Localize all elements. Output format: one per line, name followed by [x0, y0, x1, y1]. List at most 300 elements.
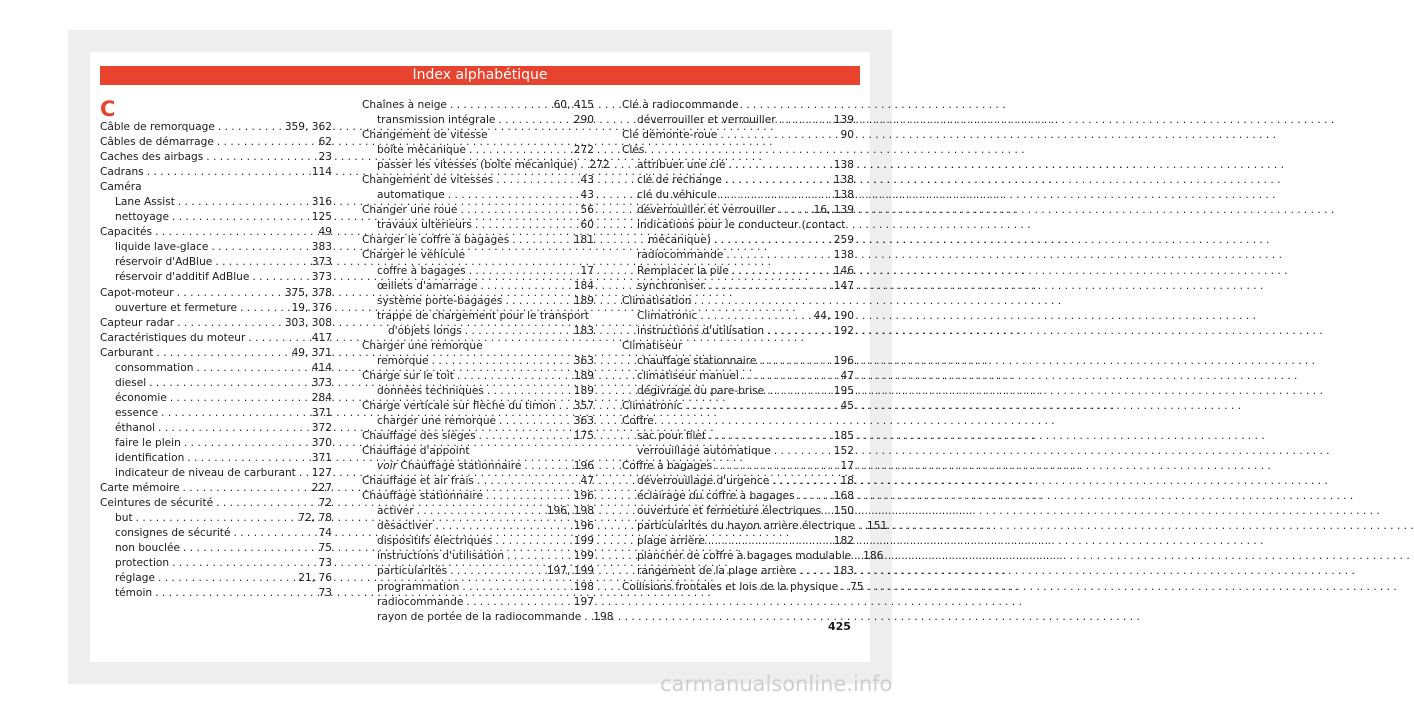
entry-page: 60, 415	[553, 99, 594, 111]
entry-term: clé du véhicule	[637, 189, 717, 202]
entry-term: radiocommande	[637, 249, 724, 262]
entry-page: 138	[833, 159, 854, 172]
dot-leader	[187, 451, 308, 466]
entry-page: 259	[833, 234, 854, 247]
entry-page: 43	[580, 189, 594, 202]
index-entry	[622, 294, 854, 309]
dot-leader	[177, 316, 282, 331]
dot-leader	[584, 610, 590, 625]
index-entry	[622, 459, 854, 474]
entry-page: 272	[589, 159, 610, 172]
dot-leader	[158, 571, 295, 586]
page-header: Index alphabétique	[100, 66, 860, 85]
index-entry	[100, 556, 332, 571]
dot-leader	[708, 279, 831, 294]
entry-page: 56	[580, 204, 594, 217]
dot-leader	[824, 504, 831, 519]
entry-term: climatiseur manuel	[637, 369, 739, 382]
entry-term: sac pour filet	[637, 430, 707, 443]
entry-page: 198	[593, 610, 614, 623]
dot-leader	[799, 564, 831, 579]
entry-page: 192	[833, 324, 854, 337]
index-entry	[100, 331, 332, 346]
index-entry	[362, 203, 594, 218]
index-entry	[362, 173, 594, 188]
index-entry	[100, 406, 332, 421]
entry-term: Carburant	[100, 346, 154, 359]
index-entry	[622, 534, 854, 549]
index-entry	[362, 264, 594, 279]
index-entry	[622, 128, 854, 143]
dot-leader	[172, 210, 309, 225]
entry-page: 186	[863, 550, 884, 563]
entry-term: chauffage stationnaire	[637, 354, 757, 367]
index-entry	[362, 489, 594, 504]
dot-leader	[218, 120, 282, 135]
index-entry	[100, 541, 332, 556]
index-entry	[100, 586, 332, 601]
entry-term: verrouillage automatique	[637, 445, 771, 458]
entry-page: 45	[840, 399, 854, 412]
index-entry	[362, 233, 594, 248]
index-entry	[362, 188, 594, 203]
dot-leader	[149, 376, 309, 391]
entry-term: charger une remorque	[377, 414, 497, 427]
dot-leader	[715, 459, 837, 474]
index-entry	[622, 399, 854, 414]
index-entry	[622, 339, 854, 354]
index-entry	[100, 376, 332, 391]
index-entry	[362, 369, 594, 384]
entry-page: 183	[833, 565, 854, 578]
entry-term: Caractéristiques du moteur	[100, 331, 246, 344]
index-entry	[362, 444, 594, 459]
entry-page: 16, 139	[813, 204, 854, 217]
dot-leader	[161, 406, 309, 421]
index-entry	[100, 255, 332, 270]
index-entry	[362, 459, 594, 474]
dot-leader	[432, 354, 571, 369]
entry-term: Câble de remorquage	[100, 121, 215, 133]
entry-term: rayon de portée de la radiocommande	[377, 610, 582, 623]
entry-term: remorque	[377, 354, 429, 367]
index-entry	[622, 369, 854, 384]
dot-leader	[498, 113, 570, 128]
index-entry	[622, 113, 854, 128]
dot-leader	[477, 474, 578, 489]
dot-leader	[183, 541, 316, 556]
entry-term: dispositifs électriques	[377, 535, 493, 548]
entry-page: 17	[580, 264, 594, 277]
dot-leader	[725, 173, 831, 188]
entry-term: indicateur de niveau de carburant	[115, 467, 296, 480]
entry-page: 151	[867, 520, 888, 533]
index-entry	[100, 316, 332, 331]
dot-leader	[462, 580, 570, 595]
watermark: carmanualsonline.info	[660, 672, 893, 696]
index-entry	[362, 534, 594, 549]
entry-page: 43	[580, 174, 594, 187]
entry-page: 72	[318, 497, 332, 510]
dot-leader	[457, 369, 571, 384]
index-entry	[100, 346, 332, 361]
entry-term: Coffre	[622, 414, 654, 427]
dot-leader	[700, 309, 810, 324]
entry-page: 363	[573, 414, 594, 427]
index-entry	[622, 444, 854, 459]
entry-term: activer	[377, 505, 414, 518]
entry-term: Capteur radar	[100, 316, 175, 329]
index-entry	[362, 399, 594, 414]
dot-leader	[172, 556, 315, 571]
entry-term: nettoyage	[115, 211, 170, 224]
entry-term: faire le plein	[115, 436, 181, 449]
index-entry	[100, 421, 332, 436]
entry-term: travaux ultérieurs	[377, 219, 472, 232]
dot-leader	[460, 203, 577, 218]
entry-term: Climatronic	[637, 309, 698, 322]
entry-page: 199	[573, 550, 594, 563]
entry-page: 189	[573, 294, 594, 307]
index-entry	[100, 361, 332, 376]
entry-page: 139	[833, 114, 854, 127]
entry-page: 47	[580, 475, 594, 488]
dot-leader	[206, 150, 315, 165]
index-entry	[362, 218, 594, 233]
dot-leader	[417, 504, 544, 519]
index-entry	[622, 309, 854, 324]
entry-term: rangement de la plage arrière	[637, 565, 797, 578]
index-entry	[362, 429, 594, 444]
entry-page: 19, 376	[291, 301, 332, 314]
entry-page: 168	[833, 490, 854, 503]
entry-page: 138	[833, 174, 854, 187]
entry-page: 303, 308	[284, 316, 332, 329]
dot-leader	[450, 98, 551, 113]
dot-leader	[215, 255, 308, 270]
entry-page: 23	[318, 151, 332, 164]
entry-page: 150	[833, 505, 854, 518]
entry-page: 284	[311, 391, 332, 404]
entry-term: mécanique)	[648, 234, 711, 247]
index-entry	[100, 120, 332, 135]
index-entry	[362, 279, 594, 294]
index-entry	[362, 610, 614, 625]
entry-term: Caches des airbags	[100, 151, 204, 164]
index-entry	[100, 135, 332, 150]
dot-leader	[299, 466, 309, 481]
entry-term: ouverture et fermeture	[115, 301, 238, 314]
entry-page: 371	[311, 452, 332, 465]
entry-term: Clé démonte-roue	[622, 129, 718, 142]
entry-term: Chauffage stationnaire	[362, 490, 483, 503]
index-entry	[622, 384, 854, 399]
entry-page: 147	[833, 279, 854, 292]
entry-page: 138	[833, 189, 854, 202]
index-entry	[622, 143, 854, 158]
entry-term: Remplacer la pile	[637, 264, 729, 277]
entry-page: 189	[573, 384, 594, 397]
dot-leader	[450, 564, 544, 579]
entry-term: attribuer une clé	[637, 159, 726, 172]
dot-leader	[726, 248, 830, 263]
entry-term: dégivrage du pare-brise	[637, 384, 765, 397]
dot-leader	[709, 429, 831, 444]
dot-leader	[728, 158, 830, 173]
entry-page: 114	[311, 166, 332, 179]
entry-term	[377, 459, 521, 474]
index-entry	[362, 474, 594, 489]
entry-page: 373	[311, 271, 332, 284]
index-entry	[100, 481, 332, 496]
entry-term: Chauffage et air frais	[362, 475, 474, 488]
entry-page: 370	[311, 436, 332, 449]
dot-leader	[720, 188, 831, 203]
entry-term: essence	[115, 406, 159, 419]
entry-page: 138	[833, 249, 854, 262]
index-entry	[622, 233, 854, 248]
dot-leader	[505, 294, 570, 309]
entry-page: 127	[311, 467, 332, 480]
index-entry	[362, 158, 610, 173]
entry-term: coffre à bagages	[377, 264, 466, 277]
index-entry	[362, 294, 594, 309]
entry-term: instructions d'utilisation	[637, 324, 765, 337]
entry-page: 373	[311, 376, 332, 389]
dot-leader	[512, 233, 571, 248]
entry-page: 383	[311, 241, 332, 254]
section-letter: C	[100, 97, 116, 121]
index-entry	[362, 504, 594, 519]
see-also-prefix: voir	[377, 460, 401, 473]
index-entry	[362, 354, 594, 369]
index-entry	[362, 339, 594, 354]
entry-page: 189	[573, 369, 594, 382]
entry-term: œillets d'amarrage	[377, 279, 478, 292]
entry-page: 18	[840, 475, 854, 488]
entry-page: 49, 371	[291, 346, 332, 359]
index-entry	[362, 248, 594, 263]
entry-term: instructions d'utilisation	[377, 550, 505, 563]
entry-page: 373	[311, 256, 332, 269]
index-entry	[362, 580, 594, 595]
dot-leader	[248, 331, 308, 346]
entry-term: Chaînes à neige	[362, 99, 447, 111]
dot-leader	[252, 270, 308, 285]
index-entry	[622, 489, 854, 504]
entry-term: réglage	[115, 572, 156, 585]
index-entry	[100, 225, 332, 240]
index-entry	[362, 113, 594, 128]
entry-term: réservoir d'additif AdBlue	[115, 271, 250, 284]
entry-term: liquide lave-glace	[115, 241, 209, 254]
index-entry	[622, 264, 854, 279]
index-entry	[362, 564, 594, 579]
entry-term: Changer une roue	[362, 204, 458, 217]
index-entry	[622, 203, 854, 218]
entry-page: 357	[573, 399, 594, 412]
dot-leader	[772, 474, 837, 489]
dot-leader	[211, 240, 308, 255]
dot-leader	[496, 173, 577, 188]
entry-term: Climatisation	[622, 294, 692, 307]
entry-page: 182	[833, 535, 854, 548]
entry-page: 197	[573, 595, 594, 608]
entry-page: 359, 362	[284, 121, 332, 133]
entry-term: plancher de coffre à bagages modulable	[637, 550, 852, 563]
entry-page: 199	[573, 535, 594, 548]
entry-term: consommation	[115, 361, 194, 374]
dot-leader	[240, 301, 289, 316]
entry-term: Chauffage d'appoint	[362, 445, 470, 458]
dot-leader	[507, 549, 571, 564]
dot-leader	[475, 218, 578, 233]
dot-leader	[779, 203, 811, 218]
entry-term: Charge verticale sur flèche du timon	[362, 399, 556, 412]
entry-term: non bouclée	[115, 542, 181, 555]
dot-leader	[217, 135, 316, 150]
entry-term: ouverture et fermeture électriques	[637, 505, 822, 518]
entry-term: plage arrière	[637, 535, 705, 548]
entry-term: réservoir d'AdBlue	[115, 256, 213, 269]
entry-page: 316	[311, 196, 332, 209]
index-entry	[362, 309, 594, 324]
dot-leader	[685, 399, 837, 414]
entry-term: Cadrans	[100, 166, 144, 179]
index-entry	[100, 270, 332, 285]
entry-term: Collisions frontales et lois de la physique	[622, 580, 839, 593]
entry-term: économie	[115, 391, 167, 404]
entry-term: identification	[115, 452, 185, 465]
entry-term: Ceintures de sécurité	[100, 497, 214, 510]
index-entry	[100, 210, 332, 225]
dot-leader	[732, 264, 831, 279]
entry-term: Coffre à bagages	[622, 460, 713, 473]
index-entry	[622, 504, 854, 519]
entry-page: 17	[840, 460, 854, 473]
entry-page: 196	[573, 490, 594, 503]
entry-page: 414	[311, 361, 332, 374]
index-entry	[100, 180, 332, 195]
entry-term: automatique	[377, 189, 445, 202]
index-entry	[362, 595, 594, 610]
index-entry	[100, 451, 332, 466]
index-entry	[100, 195, 332, 210]
index-entry	[100, 391, 332, 406]
dot-leader	[158, 421, 309, 436]
entry-page: 185	[833, 430, 854, 443]
dot-leader	[184, 436, 309, 451]
entry-term: déverrouiller et verrouiller	[637, 204, 776, 217]
entry-page: 146	[833, 264, 854, 277]
index-entry	[100, 436, 332, 451]
dot-leader	[177, 286, 282, 301]
entry-term: passer les vitesses (boîte mécanique)	[377, 159, 578, 172]
dot-leader	[495, 534, 570, 549]
index-entry	[622, 279, 854, 294]
index-entry	[362, 519, 594, 534]
entry-page: 290	[573, 114, 594, 127]
entry-list	[100, 120, 332, 602]
entry-term: déverrouillage d'urgence	[637, 475, 770, 488]
entry-term: radiocommande	[377, 595, 464, 608]
entry-page: 72, 78	[298, 512, 332, 525]
entry-page: 73	[318, 587, 332, 600]
index-entry	[622, 354, 854, 369]
index-column-3	[622, 98, 888, 595]
index-entry	[362, 324, 594, 339]
entry-term: Clé à radiocommande	[622, 99, 739, 111]
entry-term: Chauffage des sièges	[362, 430, 476, 443]
entry-term: Charger le coffre à bagages	[362, 234, 510, 247]
entry-term: Caméra	[100, 181, 142, 194]
entry-term: boîte mécanique	[377, 144, 466, 157]
dot-leader	[767, 324, 831, 339]
dot-leader	[524, 459, 570, 474]
entry-page: 44, 190	[813, 309, 854, 322]
index-entry	[622, 173, 854, 188]
dot-leader	[448, 188, 578, 203]
entry-term: transmission intégrale	[377, 114, 496, 127]
dot-leader	[465, 324, 571, 339]
dot-leader	[178, 195, 309, 210]
index-entry	[100, 496, 332, 511]
dot-leader	[435, 519, 570, 534]
index-entry	[100, 571, 332, 586]
dot-leader	[841, 580, 847, 595]
dot-leader	[136, 511, 296, 526]
entry-page: 74	[318, 527, 332, 540]
entry-page: 375, 378	[284, 286, 332, 299]
entry-page: 152	[833, 445, 854, 458]
entry-page: 62	[318, 136, 332, 149]
dot-leader	[170, 391, 309, 406]
dot-leader	[720, 128, 837, 143]
index-entry	[622, 324, 854, 339]
entry-page: 371	[311, 406, 332, 419]
entry-page: 363	[573, 354, 594, 367]
dot-leader	[759, 354, 830, 369]
entry-page: 49	[318, 226, 332, 239]
dot-leader	[708, 534, 831, 549]
entry-list	[362, 98, 614, 625]
dot-leader	[183, 481, 309, 496]
index-entry	[622, 414, 854, 429]
entry-term: Climatronic	[622, 399, 683, 412]
index-column-1	[100, 98, 332, 602]
index-entry	[622, 549, 884, 564]
entry-term: Changement de vitesse	[362, 129, 488, 142]
entry-term: trappe de chargement pour le transport	[377, 309, 589, 322]
entry-term: protection	[115, 557, 170, 570]
entry-page: 73	[318, 557, 332, 570]
entry-term: système porte-bagages	[377, 294, 503, 307]
entry-term: Clés	[622, 144, 645, 157]
entry-term: Charge sur le toit	[362, 369, 454, 382]
index-entry	[362, 128, 594, 143]
entry-term: déverrouiller et verrouiller	[637, 114, 776, 127]
dot-leader	[714, 233, 831, 248]
dot-leader	[767, 384, 831, 399]
entry-page: 195	[833, 384, 854, 397]
dot-leader	[196, 361, 308, 376]
dot-leader	[854, 549, 860, 564]
dot-leader	[779, 113, 831, 128]
index-entry	[622, 519, 888, 534]
entry-term: Climatiseur	[622, 339, 683, 352]
index-entry	[362, 143, 594, 158]
index-entry	[100, 526, 332, 541]
